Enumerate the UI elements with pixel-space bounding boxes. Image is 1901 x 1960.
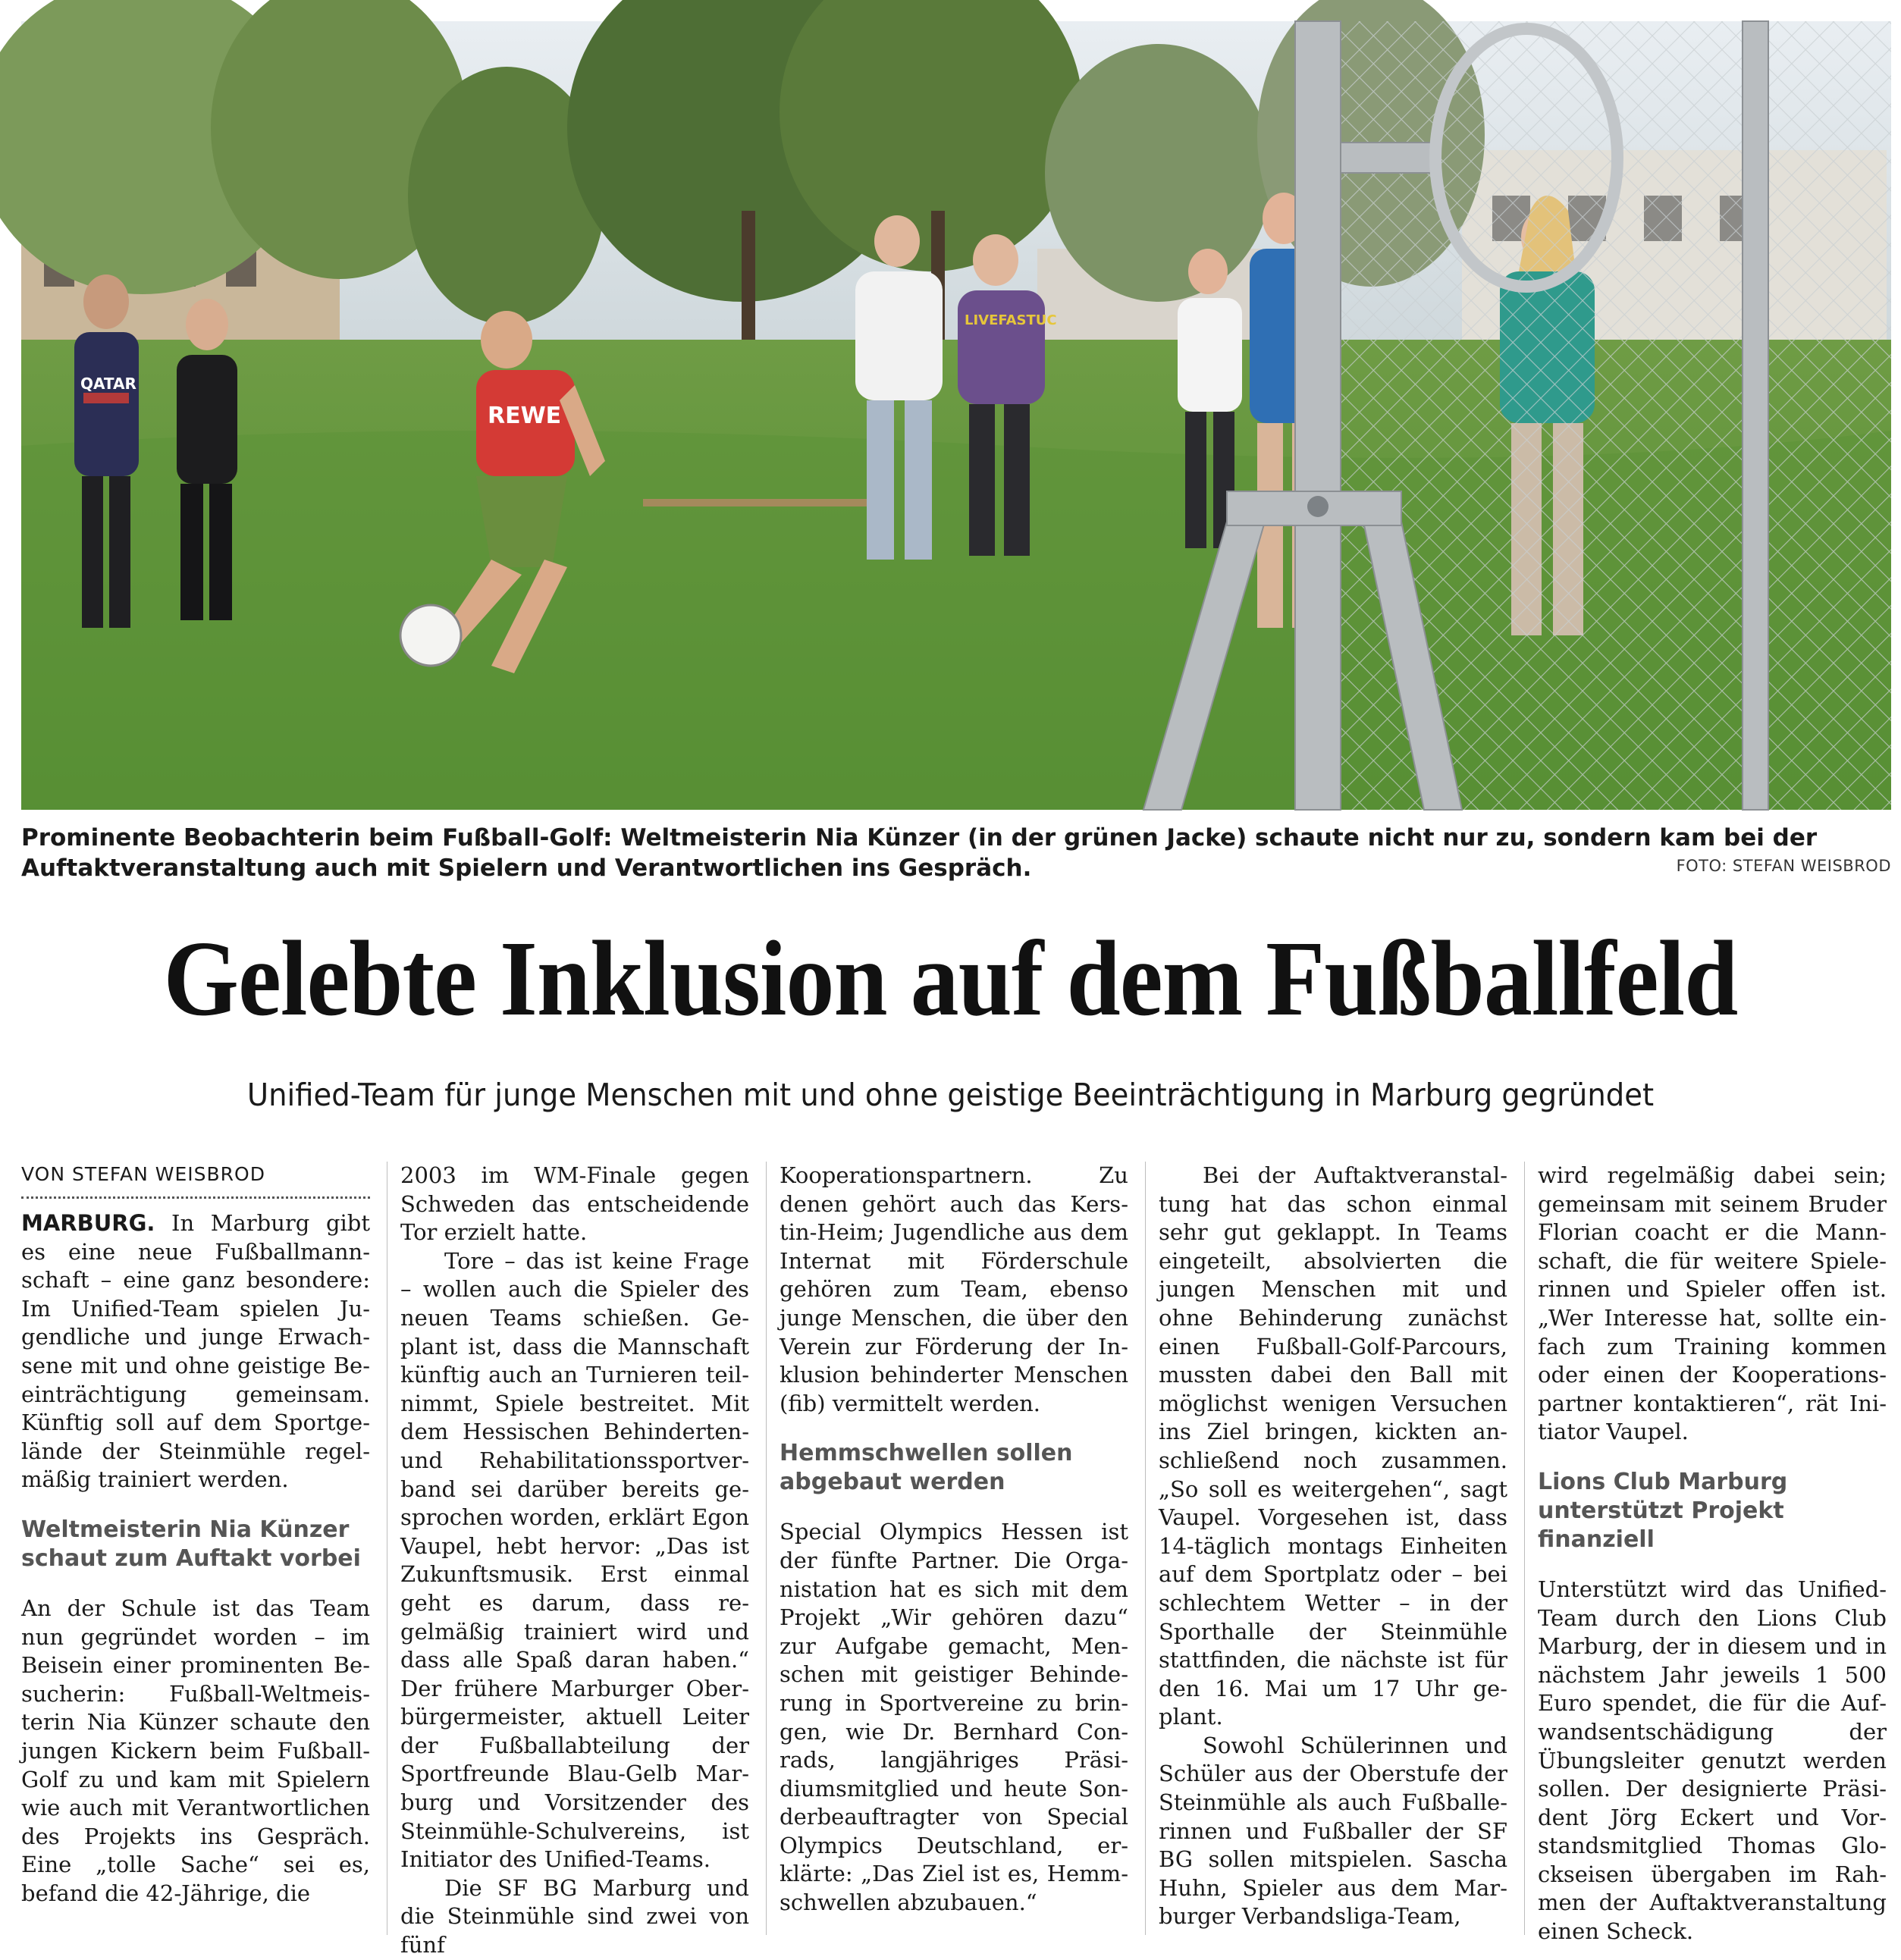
paragraph: Special Olympics Hessen ist der fünfte Partner. Die Organistation hat es sich mit dem Projekt „Wir gehören dazu“ zur Aufgabe gemacht, Menschen mit geistiger Behinderung in Sportvereine zu bringen, wie Dr. Bernhard Conrads, langjähriges Präsidiumsmitglied und heute Sonderbeauftragter von Special Olympics Deutschland, erklärte: „Das Ziel ist es, Hemmschwellen abzubauen.“ [780, 1519, 1128, 1916]
headline: Gelebte Inklusion auf dem Fußballfeld [163, 918, 1738, 1038]
article-column-4 [1159, 1162, 1507, 1935]
shirt-text: REWE [488, 403, 562, 429]
paragraph: Kooperationspartnern. Zu denen gehört auch das Kerstin-Heim; Jugendliche aus dem Internat mit Förderschule gehören zum Team, ebenso junge Menschen, die über den Verein zur Förderung der Inklusion behinderter Menschen (fib) vermittelt werden. [780, 1162, 1128, 1416]
paragraph: Unterstützt wird das Unified-Team durch den Lions Club Marburg, der in diesem und in nächstem Jahr jeweils 1 500 Euro spendet, die für die Aufwandsentschädigung der Übungsleiter genutzt werden sollen. Der designierte Präsident Jörg Eckert und Vorstandsmitglied Thomas Glockseisen übergaben im Rahmen der Auftaktveranstaltung einen Scheck. [1538, 1576, 1887, 1945]
column-rule [1524, 1162, 1525, 1935]
byline: VON STEFAN WEISBROD [21, 1162, 370, 1199]
paragraph: Sowohl Schülerinnen und Schüler aus der Oberstufe der Steinmühle als auch Fußballerinnen und Fußballer der SF BG sollen mitspielen. Sascha Huhn, Spieler aus dem Marburger Verbandsliga-Team, [1159, 1732, 1507, 1930]
subheadline: Unified-Team für junge Menschen mit und ohne geistige Beeinträchtigung in Marburg gegründet [246, 1077, 1655, 1113]
intertitle: Lions Club Marburg unterstützt Projekt finanziell [1538, 1468, 1788, 1553]
dateline: MARBURG. [21, 1210, 155, 1236]
paragraph: Tore – das ist keine Frage – wollen auch die Spieler des neuen Teams schießen. Geplant ist, dass die Mannschaft künftig auch an Turnieren teilnimmt, Spiele bestreitet. Mit dem Hessischen Behinderten- und Rehabilitationssportverband sei darüber bereits gesprochen worden, erklärt Egon Vaupel, hebt hervor: „Das ist Zukunftsmusik. Erst einmal geht es darum, dass regelmäßig trainiert wird und dass alle Spaß daran haben.“ Der frühere Marburger Oberbürgermeister, aktuell Leiter der Fußballabteilung der Sportfreunde Blau-Gelb Marburg und Vorsitzender des Steinmühle-Schulvereins, ist Initiator des Unified-Teams. [400, 1247, 749, 1873]
photo-credit: FOTO: STEFAN WEISBROD [1676, 857, 1891, 875]
article-column-5 [1538, 1162, 1887, 1945]
intertitle: Hemmschwellen sollen abgebaut werden [780, 1440, 1073, 1496]
photo-caption: Prominente Beobachterin beim Fußball-Golf: Weltmeisterin Nia Künzer (in der grünen Jacke) schaute nicht nur zu, sondern kam bei der Auftaktveranstaltung auch mit Spielern und Verantwortlichen ins Gespräch. [21, 824, 1818, 882]
paragraph: Die SF BG Marburg und die Steinmühle sind zwei von fünf [400, 1874, 749, 1958]
paragraph: An der Schule ist das Team nun gegründet worden – im Beisein einer prominenten Besucherin: Fußball-Weltmeisterin Nia Künzer schaute den jungen Kickern beim Fußball-Golf zu und kam mit Spielern wie auch mit Verantwortlichen des Projekts ins Gespräch. Eine „tolle Sache“ sei es, befand die 42-Jährige, die [21, 1595, 370, 1906]
jersey-text: QATAR [80, 375, 136, 393]
paragraph: Bei der Auftaktveranstaltung hat das schon einmal sehr gut geklappt. In Teams eingeteilt, absolvierten die jungen Menschen mit und ohne Behinderung zunächst einen Fußball-Golf-Parcours, mussten dabei den Ball mit möglichst wenigen Versuchen ins Ziel bringen, kickten anschließend noch zusammen. „So soll es weitergehen“, sagt Vaupel. Vorgesehen ist, dass 14-täglich montags Einheiten auf dem Sportplatz oder – bei schlechtem Wetter – in der Sporthalle der Steinmühle stattfinden, die nächste ist für den 16. Mai um 17 Uhr geplant. [1159, 1162, 1507, 1730]
article-column-3 [780, 1162, 1128, 1935]
hoodie-text: LIVEFASTUC [965, 312, 1057, 328]
paragraph: wird regelmäßig dabei sein; gemeinsam mit seinem Bruder Florian coacht er die Mannschaft, die für weitere Spielerinnen und Spieler offen ist. „Wer Interesse hat, sollte einfach zum Training kommen oder einen der Kooperationspartner kontaktieren“, rät Initiator Vaupel. [1538, 1162, 1887, 1445]
intertitle: Weltmeisterin Nia Künzer schaut zum Auftakt vorbei [21, 1516, 361, 1572]
column-rule [766, 1162, 767, 1935]
article-column-1 [21, 1162, 370, 1935]
article-photo [21, 21, 1891, 810]
column-rule [1145, 1162, 1146, 1935]
paragraph: MARBURG. In Marburg gibt es eine neue Fußballmannschaft – eine ganz besondere: Im Unified-Team spielen Jugendliche und junge Erwachsene mit und ohne geistige Beeinträchtigung gemeinsam. Künftig soll auf dem Sportgelände der Steinmühle regelmäßig trainiert werden. [21, 1210, 370, 1493]
article-column-2 [400, 1162, 749, 1958]
paragraph: 2003 im WM-Finale gegen Schweden das entscheidende Tor erzielt hatte. [400, 1162, 749, 1246]
